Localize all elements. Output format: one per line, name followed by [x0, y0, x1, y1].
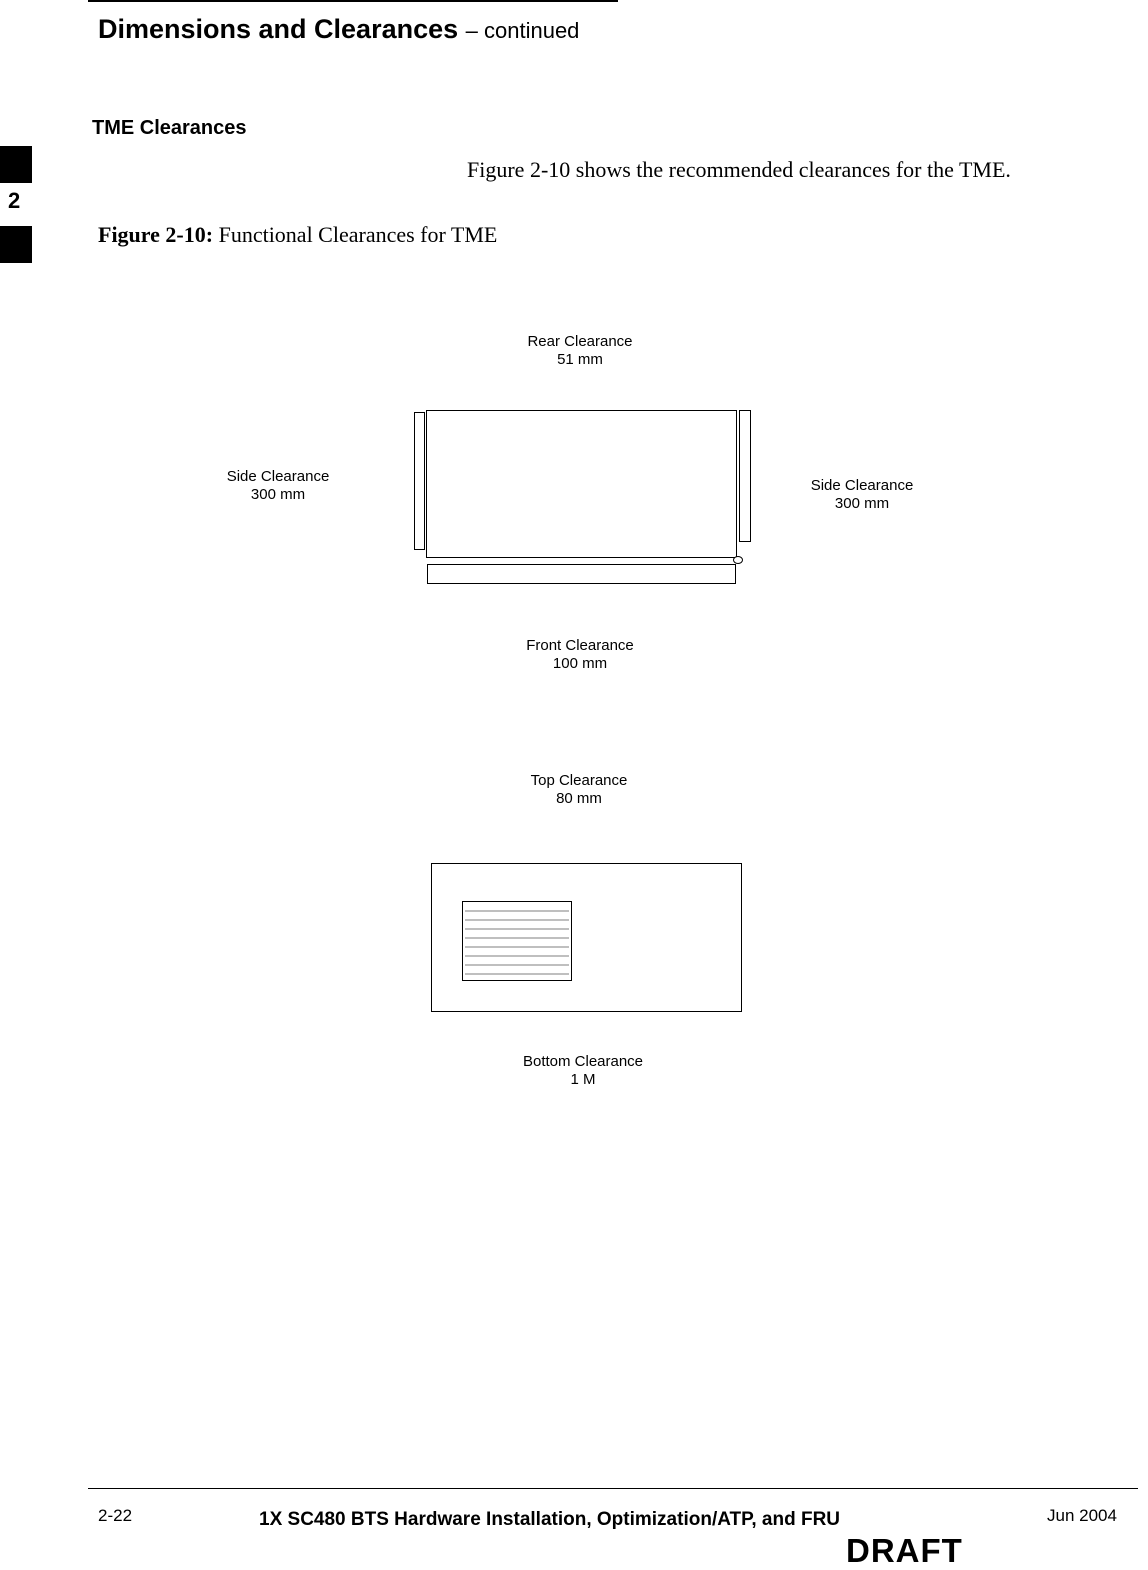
chapter-tab-lower-block — [0, 226, 32, 263]
header-rule — [88, 0, 618, 2]
top-clearance-label — [499, 772, 659, 808]
rear-clearance-value: 51 mm — [557, 351, 603, 368]
bottom-clearance-label — [503, 1053, 663, 1089]
door-hinge-circle — [733, 556, 743, 564]
draft-watermark: DRAFT — [846, 1532, 963, 1569]
footer-page-number: 2-22 — [98, 1506, 133, 1525]
top-clearance-value: 80 mm — [556, 790, 602, 807]
chapter-tab-upper-block — [0, 146, 32, 183]
front-clearance-label — [500, 637, 660, 673]
top-clearance-title: Top Clearance — [530, 772, 628, 789]
tme-cabinet-front-view — [431, 863, 742, 1012]
footer-rule — [88, 1488, 1138, 1489]
side-clearance-left-title: Side Clearance — [226, 468, 330, 485]
front-clearance-value: 100 mm — [552, 655, 608, 672]
footer-date: Jun 2004 — [1047, 1506, 1117, 1525]
right-side-panel — [739, 410, 751, 542]
figure-caption-text: Functional Clearances for TME — [213, 222, 498, 247]
side-clearance-right-value: 300 mm — [834, 495, 890, 512]
side-clearance-left-value: 300 mm — [250, 486, 306, 503]
side-clearance-right-label — [782, 477, 942, 513]
front-door-panel — [427, 564, 736, 584]
rear-clearance-title: Rear Clearance — [527, 333, 633, 350]
header-title: Dimensions and Clearances — [98, 14, 459, 44]
figure-caption-label: Figure 2-10: — [98, 222, 214, 247]
page-header — [98, 14, 579, 45]
tme-cabinet-top-view — [426, 410, 737, 558]
chapter-tab-number: 2 — [8, 188, 21, 213]
intro-paragraph: Figure 2-10 shows the recommended clearances for the TME. — [467, 157, 1011, 182]
side-clearance-right-title: Side Clearance — [810, 477, 914, 494]
header-continued: – continued — [465, 18, 580, 43]
section-heading: TME Clearances — [92, 117, 247, 139]
front-clearance-title: Front Clearance — [526, 637, 634, 654]
bottom-clearance-value: 1 M — [570, 1071, 596, 1088]
figure-caption — [98, 222, 497, 248]
bottom-clearance-title: Bottom Clearance — [522, 1053, 644, 1070]
left-side-panel — [414, 412, 425, 550]
rear-clearance-label — [500, 333, 660, 369]
footer-document-title: 1X SC480 BTS Hardware Installation, Optimization/ATP, and FRU — [259, 1509, 841, 1530]
side-clearance-left-label — [198, 468, 358, 504]
vent-grille-icon — [462, 901, 572, 981]
